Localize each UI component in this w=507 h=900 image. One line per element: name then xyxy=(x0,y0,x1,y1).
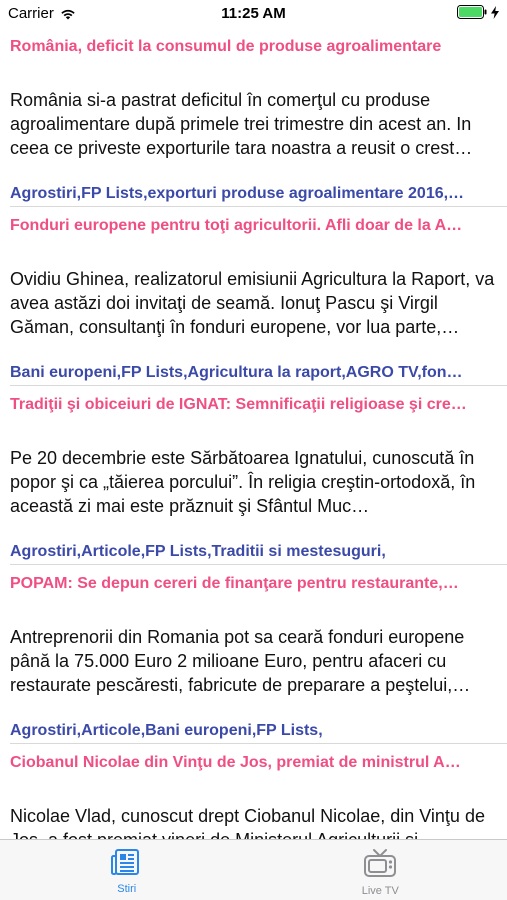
article-item[interactable] xyxy=(10,28,507,207)
tab-label: Live TV xyxy=(361,885,399,897)
article-title[interactable]: România, deficit la consumul de produse agroalimentare xyxy=(10,38,442,55)
article-item[interactable] xyxy=(10,565,507,744)
article-summary: Ovidiu Ghinea, realizatorul emisiunii Agricultura la Raport, va avea astăzi doi invitaţi de seamă. Ionuţ Pascu şi Virgil Găman, consultanţi în fonduri europene, vor lua parte,… xyxy=(10,269,495,337)
article-summary: Nicolae Vlad, cunoscut drept Ciobanul Nicolae, din Vinţu de xyxy=(10,806,485,826)
article-tags: Bani europeni,FP Lists,Agricultura la raport,AGRO TV,fon… xyxy=(10,364,463,381)
status-right xyxy=(457,5,499,19)
article-summary: Antreprenorii din Romania pot sa ceară fonduri europene până la 75.000 Euro 2 milioane Euro, pentru afaceri cu restaurate pescăresti, fabricute de preparare a peştelui,… xyxy=(10,627,471,695)
tab-label: Stiri xyxy=(117,883,137,895)
status-time: 11:25 AM xyxy=(221,5,286,22)
article-title[interactable]: Tradiţii şi obiceiuri de IGNAT: Semnificaţii religioase şi cre… xyxy=(10,396,467,413)
article-title[interactable]: Fonduri europene pentru toţi agricultorii. Afli doar de la A… xyxy=(10,217,463,234)
tv-icon xyxy=(363,848,397,883)
carrier-label: Carrier xyxy=(8,5,54,22)
article-tags: Agrostiri,FP Lists,exporturi produse agroalimentare 2016,… xyxy=(10,185,465,202)
article-item[interactable] xyxy=(10,386,507,565)
status-bar xyxy=(0,0,507,28)
article-title[interactable]: POPAM: Se depun cereri de finanţare pentru restaurante,… xyxy=(10,575,459,592)
article-summary: Pe 20 decembrie este Sărbătoarea Ignatului, cunoscută în popor şi ca „tăierea porcului”. În religia creştin-ortodoxă, în această zi mai este prăznuit şi Sfântul Muc… xyxy=(10,448,476,516)
article-summary: România si-a pastrat deficitul în comerţul cu produse agroalimentare după primele trei trimestre din acest an. In ceea ce priveste exporturile tara noastra a reusit o crest… xyxy=(10,90,473,158)
tab-bar xyxy=(0,839,507,900)
battery-icon xyxy=(457,5,487,19)
article-tags: Agrostiri,Articole,FP Lists,Traditii si mestesuguri, xyxy=(10,543,386,560)
article-tags: Agrostiri,Articole,Bani europeni,FP Lists, xyxy=(10,722,323,739)
article-item[interactable] xyxy=(10,207,507,386)
charging-icon xyxy=(491,6,499,19)
newspaper-icon xyxy=(111,848,143,881)
tab-stiri[interactable] xyxy=(0,840,254,900)
tab-live-tv[interactable] xyxy=(254,840,507,900)
news-feed[interactable] xyxy=(0,28,507,840)
article-title[interactable]: Ciobanul Nicolae din Vinţu de Jos, premiat de ministrul A… xyxy=(10,754,461,771)
